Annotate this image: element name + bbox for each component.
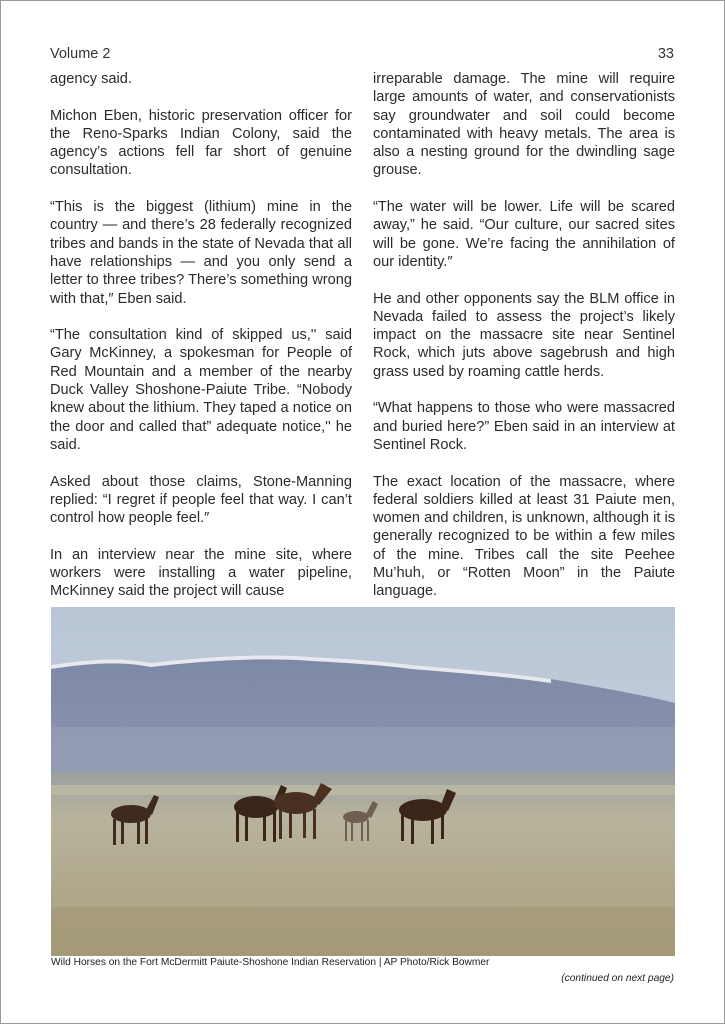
grass-band xyxy=(51,907,675,956)
page-number: 33 xyxy=(657,46,674,62)
left-column xyxy=(50,70,352,619)
grass-band xyxy=(51,785,675,795)
paragraph: “This is the biggest (lithium) mine in the country — and there’s 28 federally recognized tribes and bands in the state of Nevada that all have relationships — and you only send a letter to three tribes? There’s something wrong with that,″ Eben said. xyxy=(50,199,352,307)
paragraph: The exact location of the massacre, where federal soldiers killed at least 31 Paiute men, women and children, is unknown, although it is generally recognized to be within a few miles of the mine. Tribes call the site Peehee Mu’huh, or “Rotten Moon” in the Paiute language. xyxy=(373,473,675,600)
paragraph: Asked about those claims, Stone-Manning replied: “I regret if people feel that way. I can’t control how people feel.″ xyxy=(50,473,352,527)
paragraph: “The consultation kind of skipped us,'' said Gary McKinney, a spokesman for People of Red Mountain and a member of the nearby Duck Valley Shoshone-Paiute Tribe. “Nobody knew about the lithium. They taped a notice on the door and called that” adequate notice,'' he said. xyxy=(50,327,352,453)
volume-label: Volume 2 xyxy=(50,46,111,62)
paragraph: agency said. xyxy=(50,71,132,87)
paragraph: “The water will be lower. Life will be scared away,” he said. “Our culture, our sacred sites will be gone. We’re facing the annihilation of our identity.″ xyxy=(373,199,675,270)
right-column xyxy=(373,70,675,619)
paragraph: irreparable damage. The mine will require large amounts of water, and conservationists say groundwater and soil could become contaminated with heavy metals. The area is also a nesting ground for the dwindling sage grouse. xyxy=(373,71,675,179)
continued-note: (continued on next page) xyxy=(561,973,674,984)
wild-horses-photo xyxy=(51,607,675,956)
photo-caption: Wild Horses on the Fort McDermitt Paiute-Shoshone Indian Reservation | AP Photo/Rick Bowmer xyxy=(51,957,490,968)
paragraph: “What happens to those who were massacred and buried here?” Eben said in an interview at Sentinel Rock. xyxy=(373,400,675,453)
haze-band xyxy=(51,727,675,777)
paragraph: In an interview near the mine site, where workers were installing a water pipeline, McKinney said the project will cause xyxy=(50,546,352,600)
paragraph: Michon Eben, historic preservation officer for the Reno-Sparks Indian Colony, said the agency’s actions fell far short of genuine consultation. xyxy=(50,107,352,179)
paragraph: He and other opponents say the BLM office in Nevada failed to assess the project’s likely impact on the massacre site near Sentinel Rock, which juts above sagebrush and high grass used by roaming cattle herds. xyxy=(373,290,675,380)
